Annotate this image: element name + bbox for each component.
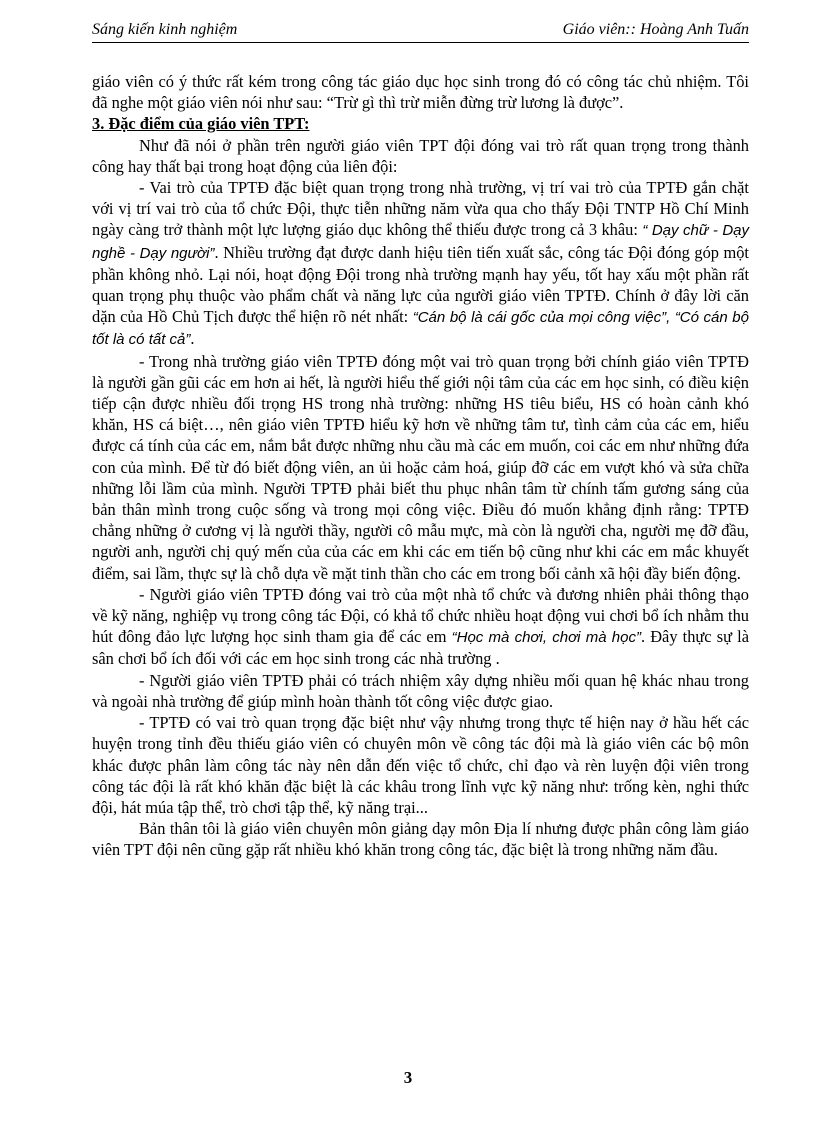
header-title: Sáng kiến kinh nghiệm (92, 21, 238, 38)
paragraph-role-text-a: - Vai trò của TPTĐ đặc biệt quan trọng trong nhà trường, vị trí vai trò của TPTĐ gắn chặt với vị trí vai trò của tổ chức Đội, thực tiễn những năm vừa qua cho thấy Đội TNTP Hồ Chí Minh ngày càng trở thành một lực lượng giáo dục không thể thiếu được trong cả 3 khâu: (92, 178, 749, 240)
paragraph-relations: - Người giáo viên TPTĐ phải có trách nhiệm xây dựng nhiều mối quan hệ khác nhau trong và ngoài nhà trường để giúp mình hoàn thành tốt công việc được giao. (92, 670, 749, 711)
page-number: 3 (403, 1068, 413, 1087)
paragraph-role-text-c: . (190, 329, 195, 349)
quote-hoc-ma-choi: “Học mà chơi, chơi mà học” (451, 629, 641, 647)
paragraph-intro: Như đã nói ở phần trên người giáo viên TPT đội đóng vai trò rất quan trọng trong thành công hay thất bại trong hoạt động của liên đội: (92, 135, 749, 176)
section-heading: 3. Đặc điểm của giáo viên TPT: (92, 114, 310, 134)
header-author: Giáo viên:: Hoàng Anh Tuấn (562, 21, 749, 38)
paragraph-role-text-b: . Nhiều trường đạt được danh hiệu tiên tiến xuất sắc, công tác Đội đóng góp một phần không nhỏ. Lại nói, hoạt động Đội trong nhà trường mạnh hay yếu, tốt hay xấu một phần rất quan trọng phụ thuộc vào phẩm chất và năng lực của người giáo viên TPTĐ. Chính ở đây lời căn dặn của Hồ Chủ Tịch được thể hiện rõ nét nhất: (92, 242, 749, 327)
quote-day-chu: “ Dạy chữ - Dạy nghề - Dạy người” (92, 222, 750, 262)
paragraph-organizer-text-b: . Đây thực sự là sân chơi bổ ích đối với các em học sinh trong các nhà trường . (92, 627, 749, 669)
quote-can-bo: “Cán bộ là cái gốc của mọi công việc”, “Có cán bộ tốt là có tất cả” (92, 309, 749, 349)
paragraph-role (92, 177, 749, 351)
paragraph-organizer-text-a: - Người giáo viên TPTĐ đóng vai trò của một nhà tổ chức và đương nhiên phải thông thạo về kỹ năng, nghiệp vụ trong công tác Đội, có khả tổ chức nhiều hoạt động vui chơi bổ ích nhằm thu hút đông đảo lực lượng học sinh tham gia để các em (92, 584, 749, 647)
paragraph-importance: - Trong nhà trường giáo viên TPTĐ đóng một vai trò quan trọng bởi chính giáo viên TPTĐ là người gần gũi các em hơn ai hết, là người hiểu thế giới nội tâm của các em học sinh, có điều kiện tiếp cận được nhiều đối trọng HS trong nhà trường: những HS tiêu biểu, HS có hoàn cảnh khó khăn, HS cá biệt…, nên giáo viên TPTĐ hiểu kỹ hơn về những tâm tư, tình cảm của các em, hiểu được cá tính của các em, nắm bắt được những nhu cầu mà các em muốn, coi các em như những đứa con của mình. Để từ đó biết động viên, an ủi hoặc cảm hoá, giúp đỡ các em vượt khó và sửa chữa những lỗi lầm của mình. Người TPTĐ phải biết thu phục nhân tâm từ chính tấm gương sáng của bản thân mình trong cuộc sống và trong mọi công việc. Điều đó muốn khẳng định rằng: TPTĐ chẳng những ở cương vị là người thầy, người cô mẫu mực, mà còn là người cha, người mẹ đỡ đầu, người anh, người chị quý mến của của các em khi các em tiến bộ cũng như khi các em mắc khuyết điểm, sai lầm, thực sự là chỗ dựa về mặt tinh thần cho các em trong bối cảnh xã hội đầy biến động. (92, 351, 749, 583)
paragraph-continuation: giáo viên có ý thức rất kém trong công tác giáo dục học sinh trong đó có công tác chủ nhiệm. Tôi đã nghe một giáo viên nói như sau: “Trừ gì thì trừ miễn đừng trừ lương là được”. (92, 72, 749, 113)
paragraph-organizer (92, 584, 749, 670)
document-body (92, 71, 749, 861)
page-header (92, 20, 749, 43)
paragraph-self: Bản thân tôi là giáo viên chuyên môn giảng dạy môn Địa lí nhưng được phân công làm giáo viên TPT đội nên cũng gặp rất nhiều khó khăn trong công tác, đặc biệt là trong những năm đầu. (92, 819, 749, 860)
section-heading-wrap (92, 113, 749, 134)
paragraph-reality: - TPTĐ có vai trò quan trọng đặc biệt như vậy nhưng trong thực tế hiện nay ở hầu hết các huyện trong tỉnh đều thiếu giáo viên có chuyên môn về công tác đội mà là giáo viên các bộ môn khác được phân làm công tác này nên dẫn đến việc tổ chức, chỉ đạo và rèn luyện đội viên trong công tác đội là rất khó khăn đặc biệt là các khâu trong lĩnh vực kỹ năng như: trống kèn, nghi thức đội, hát múa tập thể, trò chơi tập thể, kỹ năng trại... (92, 713, 749, 817)
